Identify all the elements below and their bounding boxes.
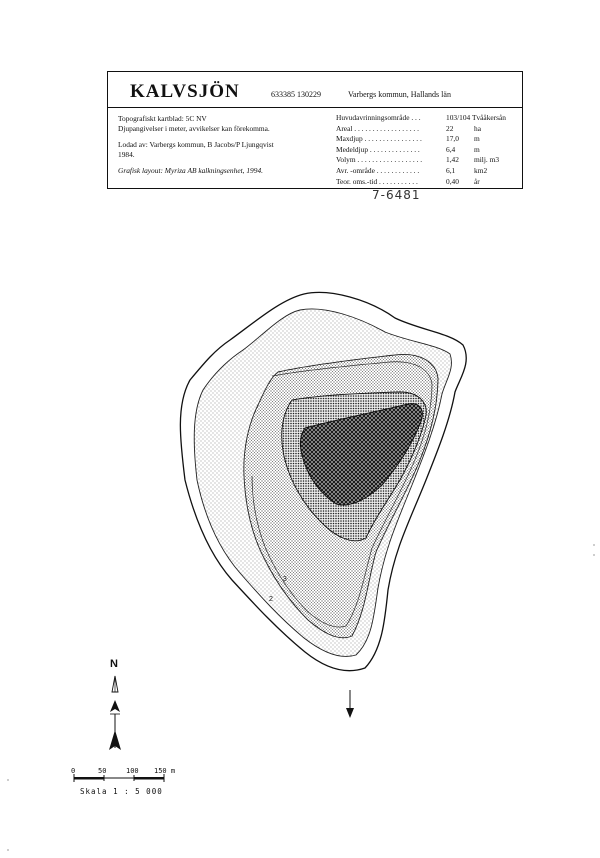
scan-speck — [7, 779, 8, 780]
scan-speck — [593, 544, 594, 545]
stat-value: 1,42 — [446, 155, 459, 165]
stat-label: Huvudavrinningsområde . . . — [336, 113, 421, 122]
depth-label-2: 2 — [269, 596, 273, 603]
north-arrow — [109, 676, 121, 750]
region-label: Varbergs kommun, Hallands län — [348, 90, 451, 99]
stat-unit: ha — [474, 123, 481, 133]
stat-label: Volym . . . . . . . . . . . . . . . . . . — [336, 155, 423, 165]
survey-year-line: 1984. — [118, 150, 135, 159]
scan-speck — [7, 849, 8, 850]
handwritten-note: 7-6481 — [372, 188, 421, 202]
lake-name: KALVSJÖN — [130, 81, 240, 102]
outflow-arrow-head — [346, 708, 354, 718]
stat-label: Teor. oms.-tid . . . . . . . . . . . — [336, 176, 418, 186]
scale-bar — [74, 774, 164, 782]
stat-value: 6,1 — [446, 165, 456, 175]
scan-speck — [593, 554, 594, 555]
stat-unit: milj. m3 — [474, 155, 500, 165]
stat-value: 6,4 — [446, 144, 456, 154]
layout-credit: Grafisk layout: Myriza AB kalkningsenhet, 1994. — [118, 166, 263, 175]
stat-value: 0,40 — [446, 176, 459, 186]
stat-value: 17,0 — [446, 134, 459, 144]
stat-unit: m — [474, 134, 480, 144]
stat-unit: m — [474, 144, 480, 154]
depth-label-3: 3 — [283, 576, 287, 583]
stat-value: 22 — [446, 123, 454, 133]
scale-tick-0: 0 — [71, 767, 76, 775]
stat-unit: år — [474, 176, 480, 186]
north-label: N — [110, 658, 118, 670]
stat-label: Maxdjup . . . . . . . . . . . . . . . . — [336, 134, 422, 144]
stat-label: Avr. -område . . . . . . . . . . . . — [336, 165, 420, 175]
scale-tick-50: 50 — [98, 767, 107, 775]
stat-label: Medeldjup . . . . . . . . . . . . . . — [336, 144, 420, 154]
scale-tick-100: 100 — [126, 767, 139, 775]
topo-sheet-line: Topografiskt kartblad: 5C NV — [118, 114, 207, 123]
stat-unit: km2 — [474, 165, 488, 175]
scale-text: Skala 1 : 5 000 — [80, 787, 163, 796]
stat-label: Areal . . . . . . . . . . . . . . . . . . — [336, 123, 419, 133]
depth-note-line: Djupangivelser i meter, avvikelser kan förekomma. — [118, 124, 270, 133]
scale-tick-150: 150 m — [154, 767, 176, 775]
stat-value: 103/104 Tvååkersån — [446, 113, 506, 122]
survey-credit-line: Lodad av: Varbergs kommun, B Jacobs/P Ljungqvist — [118, 140, 274, 149]
map-coordinates: 633385 130229 — [271, 90, 321, 99]
